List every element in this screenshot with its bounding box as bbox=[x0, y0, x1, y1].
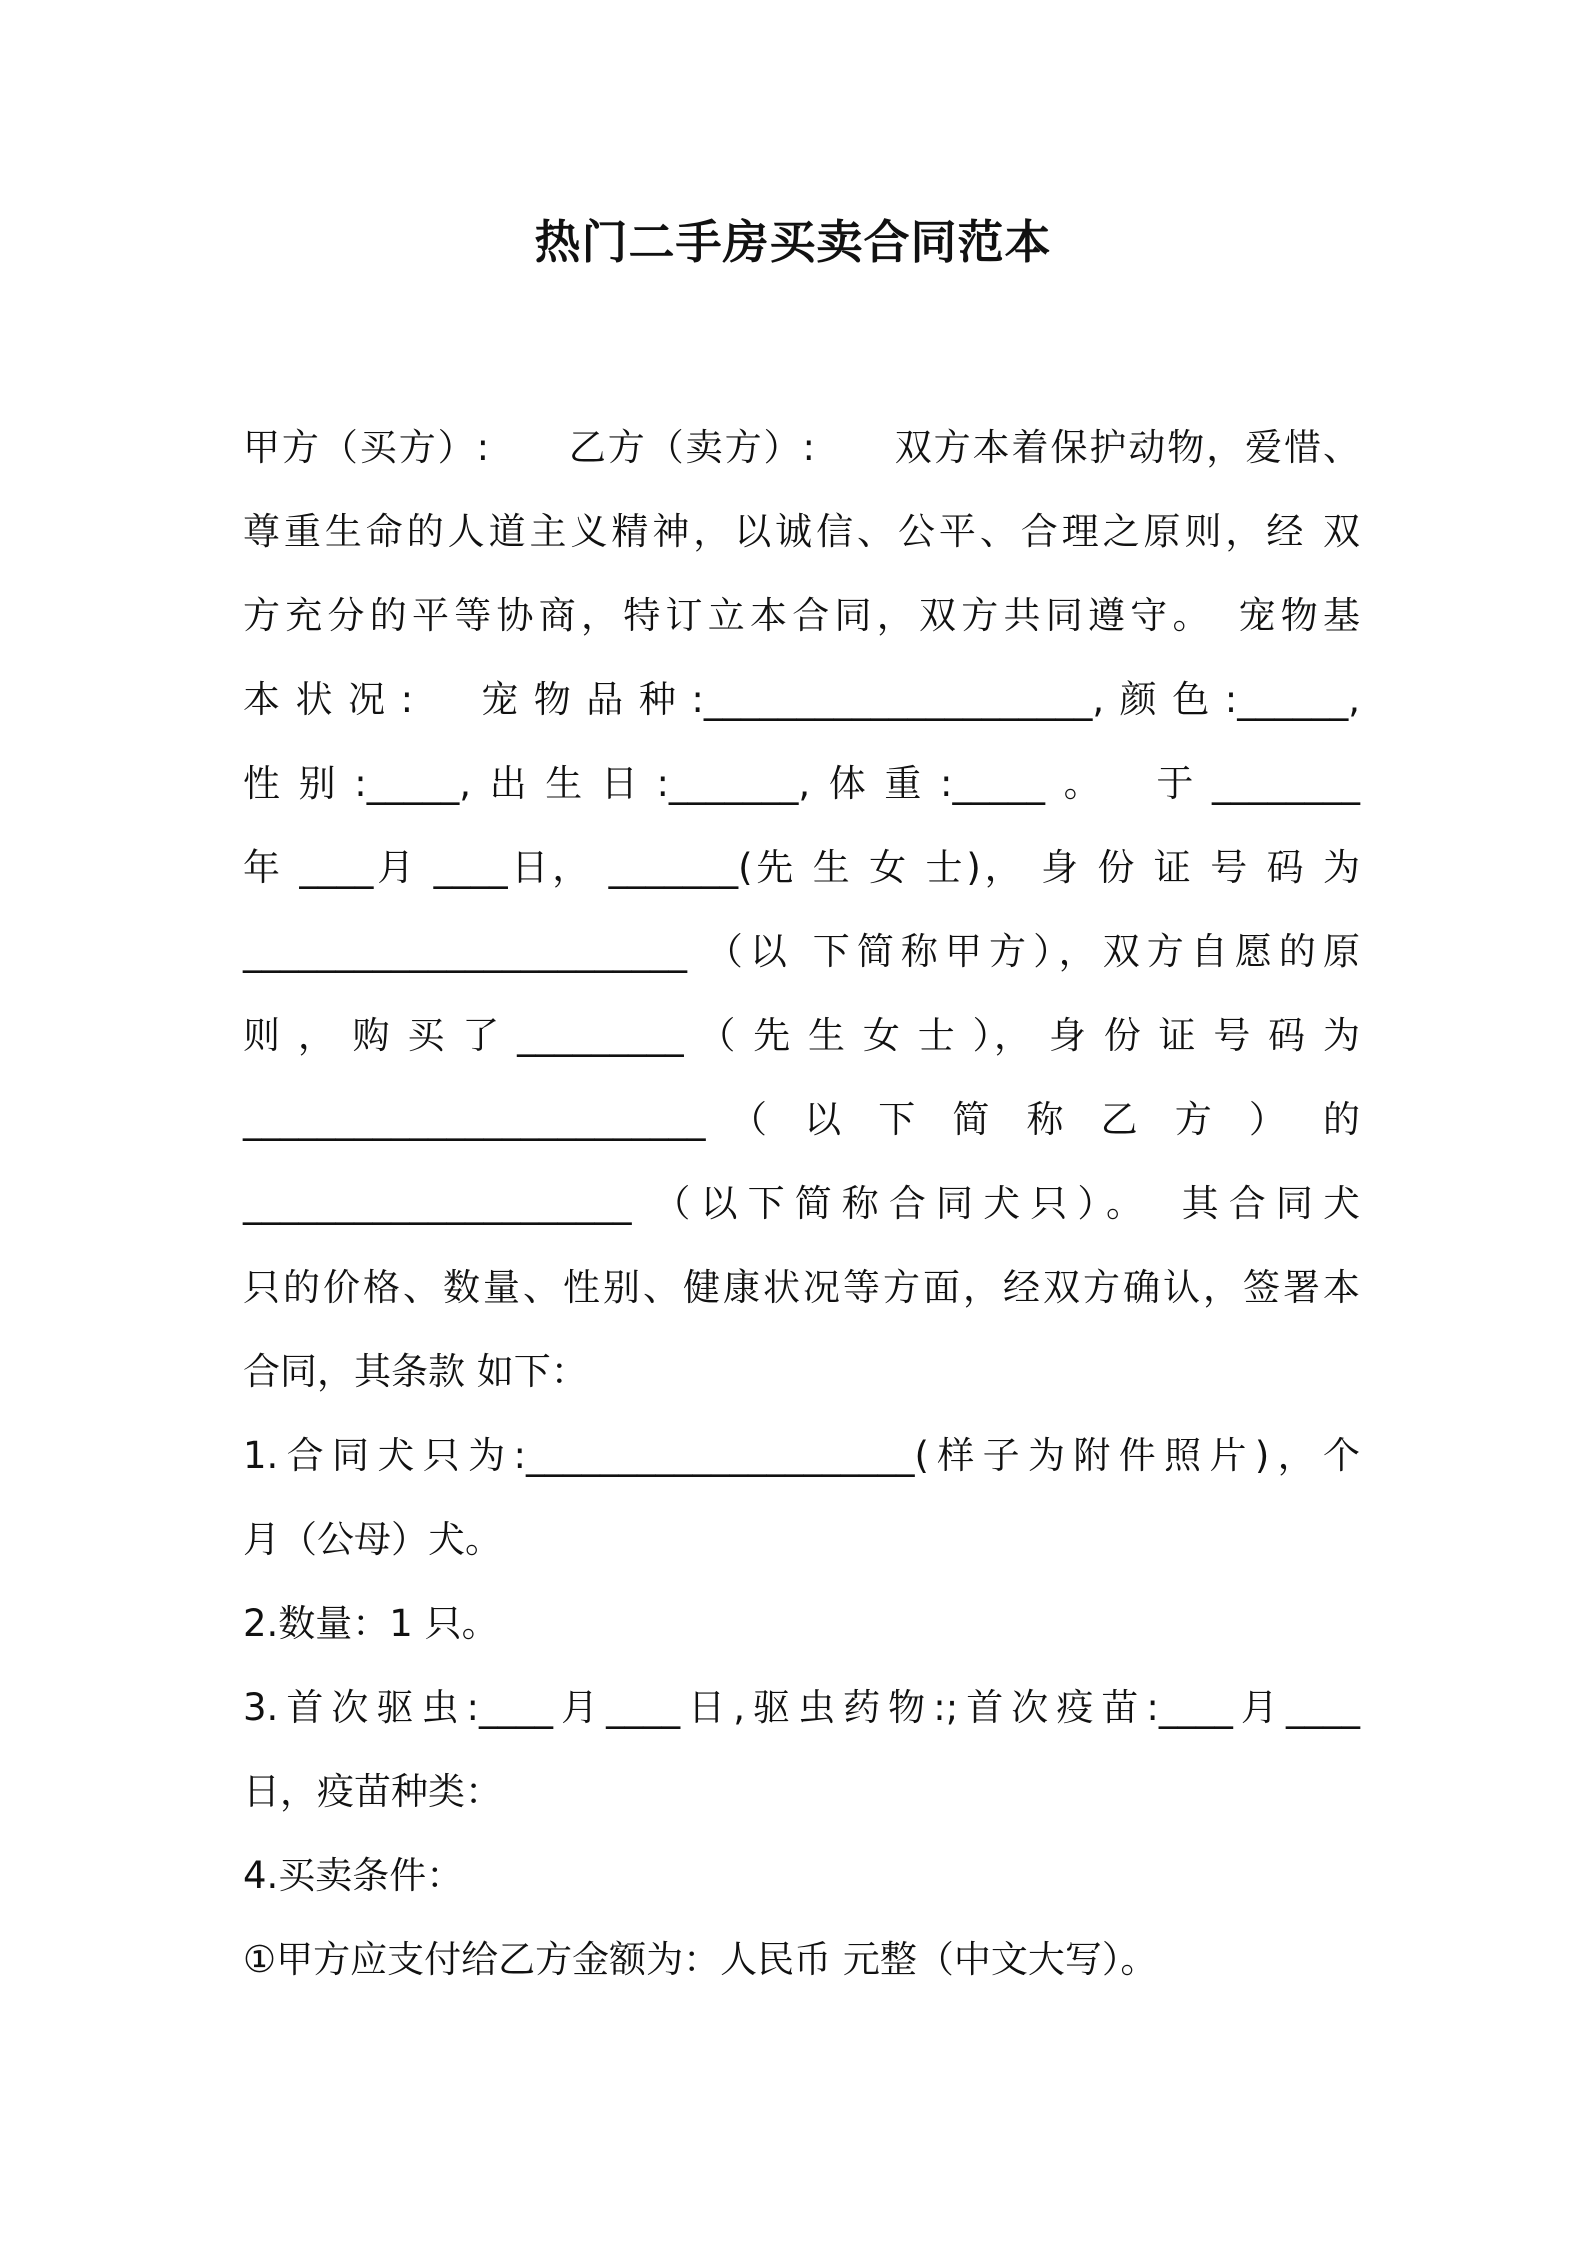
paragraph-line: 本状况: 宠物品种:_____________________,颜色:______, bbox=[243, 678, 1360, 721]
paragraph-line: 甲方（买方）: 乙方（卖方）: 双方本着保护动物，爱惜、 bbox=[243, 426, 1360, 469]
clause-1-line: 月（公母）犬。 bbox=[243, 1518, 502, 1561]
clause-4-item-1: ①甲方应支付给乙方金额为：人民币 元整（中文大写）。 bbox=[243, 1938, 1158, 1981]
paragraph-line: 则 ， 购 买 了 _________ （ 先 生 女 士 ）， 身 份 证 号 码 为 bbox=[243, 1014, 1360, 1057]
paragraph-line: ________________________ （以 下简称甲方），双方自愿的原 bbox=[243, 930, 1360, 973]
paragraph-line: _____________________ （以下简称合同犬只）。 其合同犬 bbox=[243, 1182, 1360, 1225]
clause-2-line: 2.数量：1 只。 bbox=[243, 1602, 499, 1645]
paragraph-line: 合同，其条款 如下： bbox=[243, 1350, 588, 1393]
document-title: 热门二手房买卖合同范本 bbox=[534, 215, 1052, 269]
paragraph-line: 性别:_____,出生日:_______,体重:_____。 于________ bbox=[243, 762, 1360, 805]
paragraph-line: 尊重生命的人道主义精神，以诚信、公平、合理之原则，经 双 bbox=[243, 510, 1360, 553]
paragraph-line: 年 ____月 ____日， _______(先 生 女 士)， 身 份 证 号 码 为 bbox=[243, 846, 1360, 889]
paragraph-line: 方充分的平等协商，特订立本合同，双方共同遵守。 宠物基 bbox=[243, 594, 1360, 637]
clause-3-line: 3.首次驱虫:____月____日,驱虫药物:;首次疫苗:____月____ bbox=[243, 1686, 1360, 1729]
paragraph-line: 只的价格、数量、性别、健康状况等方面，经双方确认，签署本 bbox=[243, 1266, 1360, 1309]
clause-4-heading: 4.买卖条件： bbox=[243, 1854, 464, 1897]
clause-3-line: 日，疫苗种类： bbox=[243, 1770, 502, 1813]
paragraph-line: _________________________ （ 以 下 简 称 乙 方 ） 的 bbox=[243, 1098, 1360, 1141]
contract-body bbox=[243, 406, 1360, 2002]
clause-1-line: 1.合同犬只为:_____________________(样子为附件照片)，个 bbox=[243, 1434, 1360, 1477]
